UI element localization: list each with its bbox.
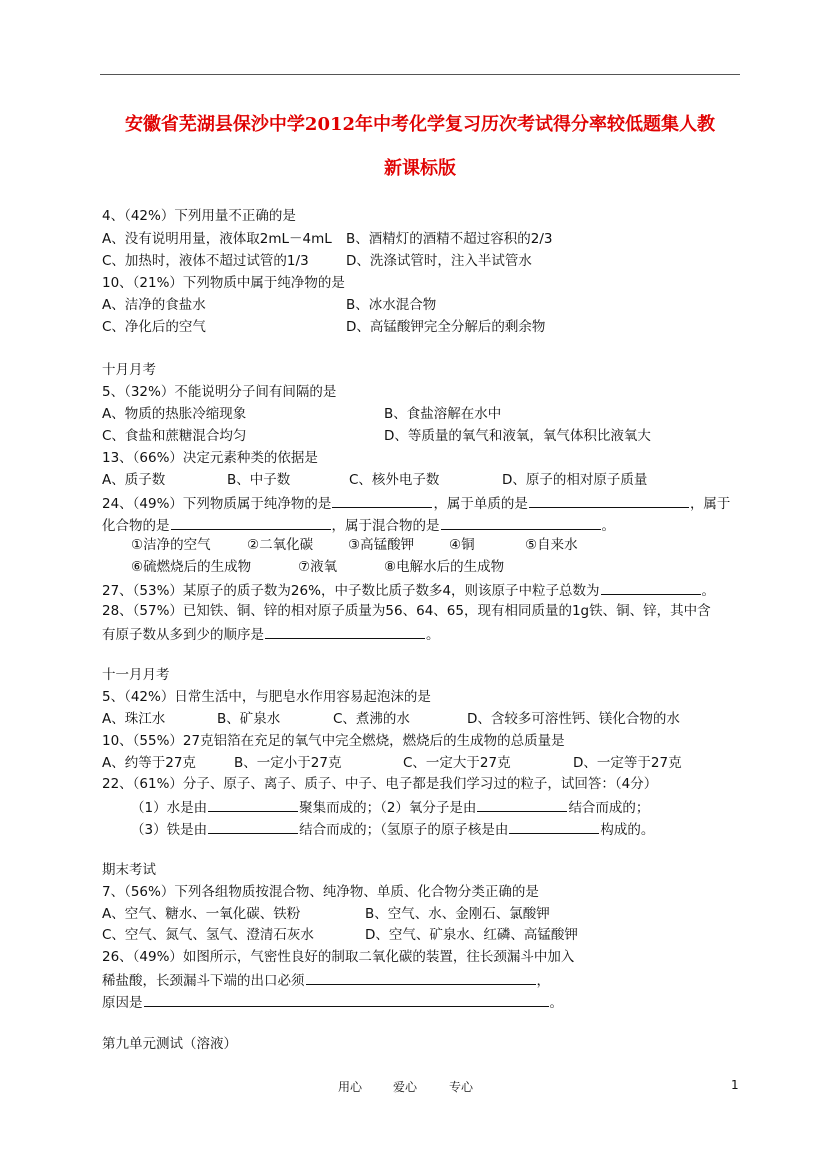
section-heading: 十月月考 [102, 362, 156, 378]
question-text: ，属于单质的是 [433, 496, 528, 512]
option-d: D、原子的相对原子质量 [502, 472, 648, 488]
document-title-continued: 新课标版 [384, 158, 456, 179]
question-10: 10、（21%）下列物质中属于纯净物的是 [102, 275, 345, 291]
question-text: 结合而成的； [568, 800, 650, 816]
question-22-part-2 [131, 819, 654, 839]
question-text: 稀盐酸，长颈漏斗下端的出口必须 [102, 973, 305, 989]
choice-3: ③高锰酸钾 [348, 537, 415, 553]
question-7: 7、（56%）下列各组物质按混合物、纯净物、单质、化合物分类正确的是 [102, 884, 539, 900]
option-b: B、酒精灯的酒精不超过容积的2/3 [346, 231, 553, 247]
question-text: 聚集而成的；（2）氧分子是由 [299, 800, 477, 816]
question-text: 。 [549, 995, 563, 1011]
page-number: 1 [731, 1078, 739, 1092]
question-text: 化合物的是 [102, 518, 170, 534]
question-28-continued [102, 624, 440, 644]
document-title: 安徽省芜湖县保沙中学2012年中考化学复习历次考试得分率较低题集人教 [124, 114, 716, 135]
footer-motto: 爱心 [393, 1080, 418, 1094]
answer-blank[interactable] [477, 797, 567, 812]
answer-blank[interactable] [171, 515, 331, 530]
option-a: A、珠江水 [102, 711, 166, 727]
question-text: 27、（53%）某原子的质子数为26%，中子数比质子数多4，则该原子中粒子总数为 [102, 583, 600, 599]
answer-blank[interactable] [144, 992, 549, 1007]
option-d: D、洗涤试管时，注入半试管水 [346, 253, 532, 269]
answer-blank[interactable] [441, 515, 601, 530]
option-a: A、物质的热胀冷缩现象 [102, 406, 247, 422]
option-a: A、质子数 [102, 472, 166, 488]
option-c: C、一定大于27克 [403, 755, 511, 771]
question-26-reason [102, 992, 563, 1012]
option-c: C、空气、氮气、氢气、澄清石灰水 [102, 927, 314, 943]
answer-blank[interactable] [208, 819, 298, 834]
option-b: B、冰水混合物 [346, 297, 437, 313]
header-rule [100, 74, 740, 75]
question-text: 构成的。 [600, 822, 655, 838]
question-text: 结合而成的；（氢原子的原子核是由 [299, 822, 509, 838]
choice-2: ②二氧化碳 [247, 537, 314, 553]
section-heading: 十一月月考 [102, 667, 170, 683]
choice-7: ⑦液氧 [298, 559, 338, 575]
question-22-part-1 [131, 797, 649, 817]
answer-blank[interactable] [332, 493, 432, 508]
question-27 [102, 580, 715, 600]
option-c: C、煮沸的水 [333, 711, 410, 727]
option-d: D、等质量的氧气和液氧，氧气体积比液氧大 [384, 428, 651, 444]
choice-1: ①洁净的空气 [131, 537, 211, 553]
question-22: 22、（61%）分子、原子、离子、质子、中子、电子都是我们学习过的粒子，试回答：（4分） [102, 776, 658, 792]
option-a: A、约等于27克 [102, 755, 196, 771]
footer-motto: 专心 [449, 1080, 474, 1094]
option-b: B、一定小于27克 [234, 755, 342, 771]
question-text: （3）铁是由 [131, 822, 208, 838]
option-c: C、食盐和蔗糖混合均匀 [102, 428, 247, 444]
choice-8: ⑧电解水后的生成物 [384, 559, 505, 575]
question-text: ， [536, 973, 550, 989]
option-b: B、中子数 [227, 472, 291, 488]
question-10: 10、（55%）27克铝箔在充足的氧气中完全燃烧，燃烧后的生成物的总质量是 [102, 733, 565, 749]
question-text: ，属于 [689, 496, 731, 512]
option-c: C、核外电子数 [349, 472, 440, 488]
question-26: 26、（49%）如图所示，气密性良好的制取二氧化碳的装置，往长颈漏斗中加入 [102, 949, 575, 965]
option-d: D、空气、矿泉水、红磷、高锰酸钾 [365, 927, 578, 943]
option-d: D、含较多可溶性钙、镁化合物的水 [467, 711, 680, 727]
option-b: B、矿泉水 [217, 711, 281, 727]
question-text: 。 [701, 583, 716, 599]
question-24-continued [102, 515, 615, 535]
question-text: 。 [601, 518, 615, 534]
question-5: 5、（42%）日常生活中，与肥皂水作用容易起泡沫的是 [102, 689, 431, 705]
answer-blank[interactable] [509, 819, 599, 834]
question-28: 28、（57%）已知铁、铜、锌的相对原子质量为56、64、65，现有相同质量的1g铁、铜、锌，其中含 [102, 603, 711, 619]
option-d: D、一定等于27克 [573, 755, 682, 771]
question-26-continued [102, 970, 550, 990]
answer-blank[interactable] [306, 970, 536, 985]
option-b: B、空气、水、金刚石、氯酸钾 [365, 906, 550, 922]
question-text: 24、（49%）下列物质属于纯净物的是 [102, 496, 332, 512]
footer-motto: 用心 [338, 1080, 363, 1094]
option-c: C、净化后的空气 [102, 319, 206, 335]
question-text: 有原子数从多到少的顺序是 [102, 627, 264, 643]
question-text: ，属于混合物的是 [331, 518, 440, 534]
question-4: 4、（42%）下列用量不正确的是 [102, 208, 296, 224]
question-13: 13、（66%）决定元素种类的依据是 [102, 450, 318, 466]
question-text: 原因是 [102, 995, 143, 1011]
answer-blank[interactable] [265, 624, 425, 639]
answer-blank[interactable] [601, 580, 701, 595]
choice-5: ⑤自来水 [525, 537, 578, 553]
option-b: B、食盐溶解在水中 [384, 406, 502, 422]
answer-blank[interactable] [208, 797, 298, 812]
answer-blank[interactable] [529, 493, 689, 508]
option-a: A、空气、糖水、一氧化碳、铁粉 [102, 906, 301, 922]
option-a: A、没有说明用量，液体取2mL－4mL [102, 231, 332, 247]
section-heading: 第九单元测试（溶液） [102, 1036, 237, 1052]
question-text: 。 [426, 627, 440, 643]
section-heading: 期末考试 [102, 862, 156, 878]
choice-4: ④铜 [449, 537, 475, 553]
question-24 [102, 493, 730, 513]
option-a: A、洁净的食盐水 [102, 297, 206, 313]
question-5: 5、（32%）不能说明分子间有间隔的是 [102, 384, 337, 400]
choice-6: ⑥硫燃烧后的生成物 [131, 559, 252, 575]
question-text: （1）水是由 [131, 800, 208, 816]
option-c: C、加热时，液体不超过试管的1/3 [102, 253, 309, 269]
option-d: D、高锰酸钾完全分解后的剩余物 [346, 319, 546, 335]
